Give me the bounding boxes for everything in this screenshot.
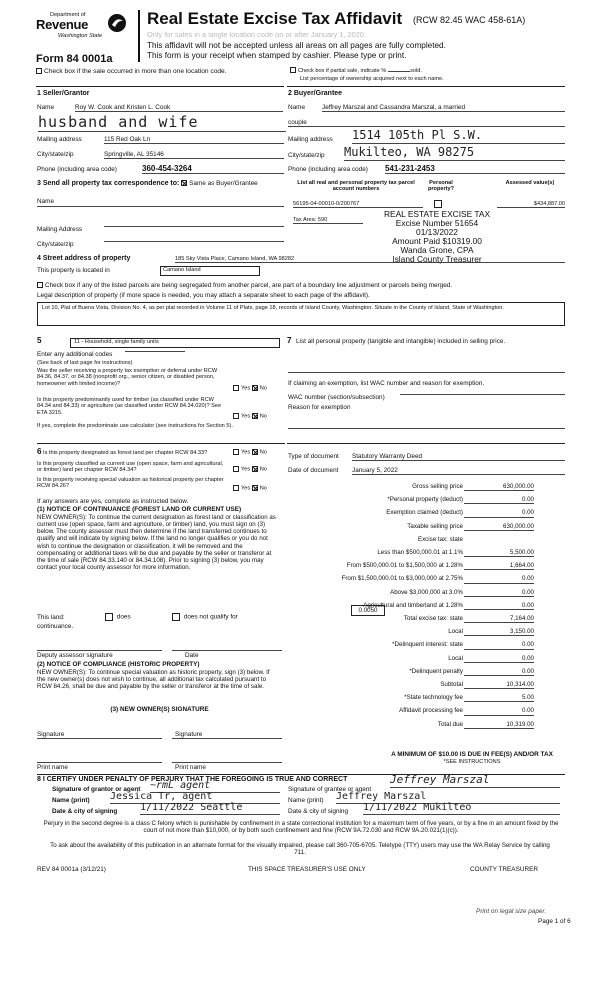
buyer-heading: 2 Buyer/Grantee	[288, 90, 343, 97]
tax-row-label: Total excise tax: state	[403, 615, 463, 622]
print-name-label: Print name	[37, 764, 68, 771]
revenue-wordmark: Revenue	[36, 17, 89, 33]
tax-row-label: Excise tax: state	[417, 535, 463, 543]
tax-row-value[interactable]: 5,500.00	[464, 549, 534, 557]
state-label: Washington State	[58, 33, 103, 40]
location-field[interactable]: Camano Island	[160, 266, 260, 276]
s6-q2: Is this property classified as current use (open space, farm and agricultural, or timber) land per chapter RCW 84.34?	[37, 461, 224, 474]
stamp-line-5: Wanda Grone, CPA	[400, 245, 474, 256]
tax-row-value[interactable]: 630,000.00	[464, 523, 534, 531]
tax-row-value[interactable]: 3,150.00	[464, 628, 534, 636]
percent-note: List percentage of ownership acquired next to each name.	[300, 76, 444, 82]
tax-row-label: Affidavit processing fee	[399, 707, 463, 715]
rcw-cite: (RCW 82.45 WAC 458-61A)	[413, 15, 526, 25]
tax-row-label: Less than $500,000.01 at 1.1%	[377, 549, 463, 556]
street-label: 4 Street address of property	[37, 255, 131, 262]
doc-type-field[interactable]: Statutory Warranty Deed	[352, 453, 565, 461]
no-label: No	[259, 466, 267, 473]
deputy-label: Deputy assessor signature	[37, 652, 113, 659]
seller-heading: 1 Seller/Grantor	[37, 90, 90, 97]
s5-q2: Is this property predominantly used for timber (as classified under RCW 84.34 and 84.33) or agriculture (as classified under RCW 84.34.020)? See ETA 3215.	[37, 397, 222, 416]
corr-city-field[interactable]	[104, 241, 284, 242]
buyer-name-label: Name	[288, 104, 306, 111]
seller-phone-label: Phone (including area code)	[37, 166, 117, 173]
notice-compliance: (2) NOTICE OF COMPLIANCE (HISTORIC PROPERTY)	[37, 661, 200, 668]
legal-description[interactable]: Lot 10, Plat of Buena Vista, Division No. 4, as per plat recorded in Volume 11 of Plats, page 18, records of Island County, Washington. Situate in the County of Island, State of Washington.	[37, 302, 565, 326]
personal-property-note: List all personal property (tangible and intangible) included in selling price.	[296, 338, 506, 345]
same-as-buyer-label: Same as Buyer/Grantee	[189, 180, 258, 187]
form-number: Form 84 0001a	[36, 53, 113, 65]
tax-row-label: Total due	[437, 720, 463, 728]
stamp-line-1: REAL ESTATE EXCISE TAX	[383, 209, 491, 219]
tax-row-value[interactable]: 1,664.00	[464, 562, 534, 570]
tax-row-label: From $1,500,000.01 to $3,000,000 at 2.75%	[341, 575, 463, 583]
name-label: Name	[37, 104, 55, 111]
tax-row-label: *Delinquent penalty	[409, 667, 463, 675]
date-label: Date	[185, 652, 199, 659]
assessed-value-header: Assessed value(s)	[505, 180, 555, 186]
tax-row-label: Exemption claimed (deduct)	[386, 509, 463, 517]
no-label: No	[259, 449, 267, 456]
parcel-number[interactable]: 56195-04-00010-0/200767	[293, 201, 423, 208]
personal-property-field[interactable]	[288, 372, 565, 373]
buyer-phone-label: Phone (including area code)	[288, 166, 368, 173]
reason-label: Reason for exemption	[288, 404, 351, 411]
perjury-notice	[37, 820, 565, 834]
notice-compliance-text: NEW OWNER(S): To continue special valuation as historic property, sign (3) below. If the new owner(s) does not wish to continue, all additional tax calculated pursuant to RCW 84.26, shall be due and payable by the seller or transferor at the time of sale.	[37, 669, 270, 691]
section6-num: 6	[37, 447, 42, 456]
does-qualify-checkbox[interactable]	[105, 613, 131, 621]
tax-row-value[interactable]: 0.00	[464, 602, 534, 610]
legal-label: Legal description of property (if more space is needed, you may attach a separate sheet to each page of the affidavit).	[37, 292, 370, 299]
minimum-note: A MINIMUM OF $10.00 IS DUE IN FEE(S) AND/OR TAX	[391, 751, 553, 758]
seller-addr-label: Mailing address	[37, 136, 82, 143]
buyer-addr-label: Mailing address	[288, 136, 333, 143]
grantee-name-label: Name (print)	[288, 797, 324, 804]
header-divider	[138, 10, 140, 62]
s5-q1-answer[interactable]	[233, 385, 267, 392]
s6-q2-answer[interactable]	[233, 466, 267, 473]
tax-row-label: Taxable selling price	[407, 522, 463, 530]
grantor-name[interactable]: Jessica Tr, agent	[110, 791, 280, 804]
grantee-signature-label: Signature of grantee or agent	[288, 786, 372, 793]
page-title: Real Estate Excise Tax Affidavit	[147, 9, 403, 28]
buyer-address-field[interactable]: 1514 105th Pl S.W.	[352, 129, 565, 144]
legal-paper-note: Print on legal size paper.	[476, 908, 547, 915]
seller-phone-field[interactable]: 360-454-3264	[142, 164, 284, 174]
continuance-label: continuance.	[37, 623, 74, 630]
seller-address-field[interactable]: 115 Red Oak Ln	[104, 136, 284, 144]
tax-row-value[interactable]: 5.00	[464, 694, 534, 702]
revenue-logo	[36, 12, 131, 40]
buyer-name-field[interactable]: Jeffrey Marszal and Cassandra Marszal, a married	[322, 104, 565, 112]
owner-print-line-2[interactable]	[172, 762, 282, 763]
seller-name-field[interactable]: Roy W. Cook and Kristen L. Cook	[75, 104, 283, 112]
seller-section	[36, 86, 284, 87]
partial-sale-checkbox[interactable]	[290, 67, 422, 74]
tax-row-label: *State technology fee	[404, 694, 463, 702]
notice-continuance: (1) NOTICE OF CONTINUANCE (FOREST LAND OR CURRENT USE)	[37, 506, 242, 513]
treasurer-space-label: THIS SPACE TREASURER'S USE ONLY	[248, 866, 366, 873]
stamp-line-6: Island County Treasurer	[392, 254, 482, 265]
tax-row-value[interactable]: 0.00	[464, 655, 534, 663]
see-instructions: *SEE INSTRUCTIONS	[443, 759, 501, 765]
reason-field[interactable]	[288, 428, 565, 429]
yes-label: Yes	[241, 449, 251, 456]
same-as-buyer-checkbox[interactable]	[181, 180, 187, 186]
corr-name-field[interactable]	[37, 206, 284, 207]
s5-q2-answer[interactable]	[233, 413, 267, 420]
stamp-line-2: Excise Number 51654	[395, 218, 479, 229]
tax-row-value[interactable]: 0.00	[464, 707, 534, 715]
tax-row-label: From $500,000.01 to $1,500,000 at 1.28%	[346, 562, 463, 570]
doc-date-field[interactable]: January 5, 2022	[352, 467, 565, 475]
does-label: does	[116, 613, 131, 621]
grantee-signature[interactable]: Jeffrey Marszal	[390, 774, 560, 788]
section7-num: 7	[287, 336, 292, 345]
corr-addr-label: Mailing Address	[37, 226, 83, 233]
logo-swoosh-icon	[106, 12, 128, 34]
no-label: No	[259, 413, 267, 420]
grantor-signature[interactable]: ~rmL agent	[150, 780, 280, 793]
receipt-note: This form is your receipt when stamped by cashier. Please type or print.	[147, 51, 407, 60]
no-label: No	[259, 485, 267, 492]
section5-num: 5	[37, 336, 42, 345]
s6-q1-text: Is this property designated as forest land per chapter RCW 84.33?	[43, 450, 208, 456]
yes-label: Yes	[241, 485, 251, 492]
corr-address-field[interactable]	[104, 226, 284, 227]
wac-number-field[interactable]	[400, 394, 565, 395]
tax-row-value[interactable]: 7,164.00	[464, 615, 534, 623]
county-treasurer-label: COUNTY TREASURER	[470, 866, 538, 873]
sold-label: sold.	[410, 68, 422, 74]
partial-sale-label: Check box if partial sale, indicate %	[298, 68, 387, 74]
yes-label: Yes	[241, 466, 251, 473]
stamp-line-3: 01/13/2022	[416, 227, 458, 238]
seller-name-handwritten[interactable]: husband and wife	[38, 114, 286, 132]
tax-row-value[interactable]: 0.00	[464, 668, 534, 676]
tax-row-value[interactable]: 0.00	[464, 641, 534, 649]
personal-property-header: Personal property?	[427, 180, 455, 193]
page-number: Page 1 of 6	[538, 918, 571, 925]
seller-name-row	[37, 104, 285, 111]
signature-label: Signature	[37, 731, 65, 738]
correspondence-label: 3 Send all property tax correspondence to:	[37, 180, 180, 187]
grantor-name-label: Name (print)	[52, 797, 90, 804]
s6-q1	[37, 447, 229, 456]
grantor-date-label: Date & city of signing	[52, 808, 118, 815]
multi-location-label: Check box if the sale occurred in more than one location code.	[44, 68, 227, 75]
wac-note: If claiming an exemption, list WAC number and reason for exemption.	[288, 380, 485, 387]
does-not-qualify-checkbox[interactable]	[172, 613, 238, 621]
s6-q4: If any answers are yes, complete as instructed below.	[37, 498, 189, 505]
segregation-checkbox[interactable]	[37, 282, 565, 289]
tax-row-label: *Personal property (deduct)	[387, 496, 463, 504]
notice-continuance-text: NEW OWNER(S): To continue the current designation as forest land or classification as current use (open space, farm and agriculture, or timber) land, you must sign on (3) below. The county assessor must then determine if the land transferred continues to qualify and will indicate by signing below. If the land no longer qualifies or you do not wish to continue the designation or classification, it will be removed and the compensating or additional taxes will be due and payable by the seller or transferor at the time of sale (RCW 84.33.140 or 84.34.108). Prior to signing (3) below, you may contact your local county assessor for more information.	[37, 514, 276, 571]
assessed-value[interactable]: $434,887.00	[497, 201, 565, 208]
accept-note: This affidavit will not be accepted unless all areas on all pages are fully completed.	[147, 41, 446, 50]
s6-q3-answer[interactable]	[233, 485, 267, 492]
grantor-signature-label: Signature of grantor or agent	[52, 786, 141, 793]
street-row	[37, 255, 565, 263]
dept-label: Department of	[50, 12, 86, 18]
tax-row-label: Local	[448, 628, 463, 636]
see-back-note: (See back of last page for instructions)	[37, 360, 133, 366]
street-address-field[interactable]: 185 Sky Vista Place, Camano Island, WA 98282	[175, 256, 565, 263]
personal-property-checkbox[interactable]	[434, 200, 444, 208]
deputy-date-line[interactable]	[172, 650, 282, 651]
additional-codes-label: Enter any additional codes	[37, 351, 113, 358]
tax-row-label: Subtotal	[440, 681, 463, 688]
tax-row-value[interactable]: 10,314.00	[464, 681, 534, 689]
s5-q3: If yes, complete the predominate use calculator (see instructions for Section 5).	[37, 423, 233, 429]
doc-type-label: Type of document	[288, 453, 339, 460]
seller-city-field[interactable]: Springville, AL 35146	[104, 151, 284, 159]
grantee-date-label: Date & city of signing	[288, 808, 349, 815]
buyer-city-label: City/state/zip	[288, 152, 325, 159]
seller-city-label: City/state/zip	[37, 151, 74, 158]
tax-row-value[interactable]: 630,000.00	[464, 483, 534, 491]
tax-row-value[interactable]: 0.00	[464, 589, 534, 597]
tax-row-value[interactable]: 0.00	[464, 509, 534, 517]
segregation-label: Check box if any of the listed parcels are being segregated from another parcel, are part of a boundary line adjustment or parcels being merged.	[45, 282, 453, 289]
additional-codes-field[interactable]	[125, 351, 185, 352]
certify-heading: 8 I CERTIFY UNDER PENALTY OF PERJURY THAT THE FOREGOING IS TRUE AND CORRECT	[37, 776, 348, 783]
tax-row-value[interactable]: 0.00	[464, 575, 534, 583]
buyer-name2-field[interactable]: couple	[288, 119, 565, 127]
accessibility-note: To ask about the availability of this publication in an alternate format for the visually impaired, please call 360-705-6705. Teletype (TTY) users may use the WA Relay Service by calling 711.	[50, 842, 550, 857]
wac-number-label: WAC number (section/subsection)	[288, 394, 385, 401]
s5-q1: Was the seller receiving a property tax exemption or deferral under RCW 84.36, 84.37, or 84.38 (nonprofit org., senior citizen, or disabled person, homeowner with limited income)?	[37, 368, 218, 387]
tax-row-label: Above $3,000,000 at 3.0%	[390, 588, 463, 596]
corr-name-label: Name	[37, 198, 55, 205]
tax-row-value[interactable]: 10,319.00	[464, 721, 534, 729]
tax-row-value[interactable]: 0.00	[464, 496, 534, 504]
buyer-section	[287, 86, 565, 87]
this-land-label: This land:	[37, 614, 65, 621]
revision-label: REV 84 0001a (3/12/21)	[37, 866, 106, 873]
sale-note: Only for sales in a single location code on or after January 1, 2020.	[147, 30, 366, 39]
parcel-header: List all real and personal property tax parcel account numbers	[297, 180, 415, 193]
print-name-label: Print name	[175, 764, 206, 771]
section-divider	[287, 443, 565, 444]
multi-location-checkbox[interactable]	[36, 68, 227, 76]
section-divider	[37, 443, 285, 444]
buyer-phone-field[interactable]: 541-231-2453	[385, 164, 565, 174]
doc-date-label: Date of document	[288, 467, 339, 474]
no-label: No	[259, 385, 267, 392]
signature-label: Signature	[175, 731, 203, 738]
new-owner-signature-heading: (3) NEW OWNER(S) SIGNATURE	[110, 706, 209, 713]
tax-area: Tax Area: 590	[293, 217, 363, 224]
deputy-signature-line[interactable]	[37, 650, 162, 651]
corr-city-label: City/state/zip	[37, 241, 74, 248]
local-rate-field[interactable]: 0.0050	[351, 605, 385, 616]
does-not-label: does not qualify for	[183, 613, 238, 621]
s6-q3: Is this property receiving special valuation as historical property per chapter RCW 84.26?	[37, 477, 224, 490]
grantee-name[interactable]: Jeffrey Marszal	[336, 791, 560, 804]
located-label: This property is located in	[37, 267, 110, 274]
perjury-text: Perjury in the second degree is a class C felony which is punishable by confinement in a state correctional institution for a maximum term of five years, or by a fine in an amount fixed by the court of not more than $10,000, or by both such confinement and fine (RCW 9A.72.030 and RCW 9A.20.021(1)(c)).	[43, 820, 559, 835]
tax-row-label: *Delinquent interest: state	[392, 641, 463, 649]
buyer-city-field[interactable]: Mukilteo, WA 98275	[344, 146, 565, 161]
s6-q1-answer[interactable]	[233, 449, 267, 456]
land-use-code[interactable]: 11 - Household, single family units	[70, 338, 280, 348]
tax-row-label: Agricultural and timberland at 1.28%	[363, 601, 463, 609]
stamp-line-4: Amount Paid $10319.00	[392, 236, 482, 247]
owner-print-line-1[interactable]	[37, 762, 162, 763]
yes-label: Yes	[241, 413, 251, 420]
correspondence-row	[37, 180, 258, 188]
tax-row-label: Gross selling price	[412, 483, 463, 490]
grantee-date-city[interactable]: 1/11/2022 Mukilteo	[363, 802, 560, 815]
tax-row-label: Local	[448, 654, 463, 662]
yes-label: Yes	[241, 385, 251, 392]
grantor-date-city[interactable]: 1/11/2022 Seattle	[140, 802, 280, 815]
